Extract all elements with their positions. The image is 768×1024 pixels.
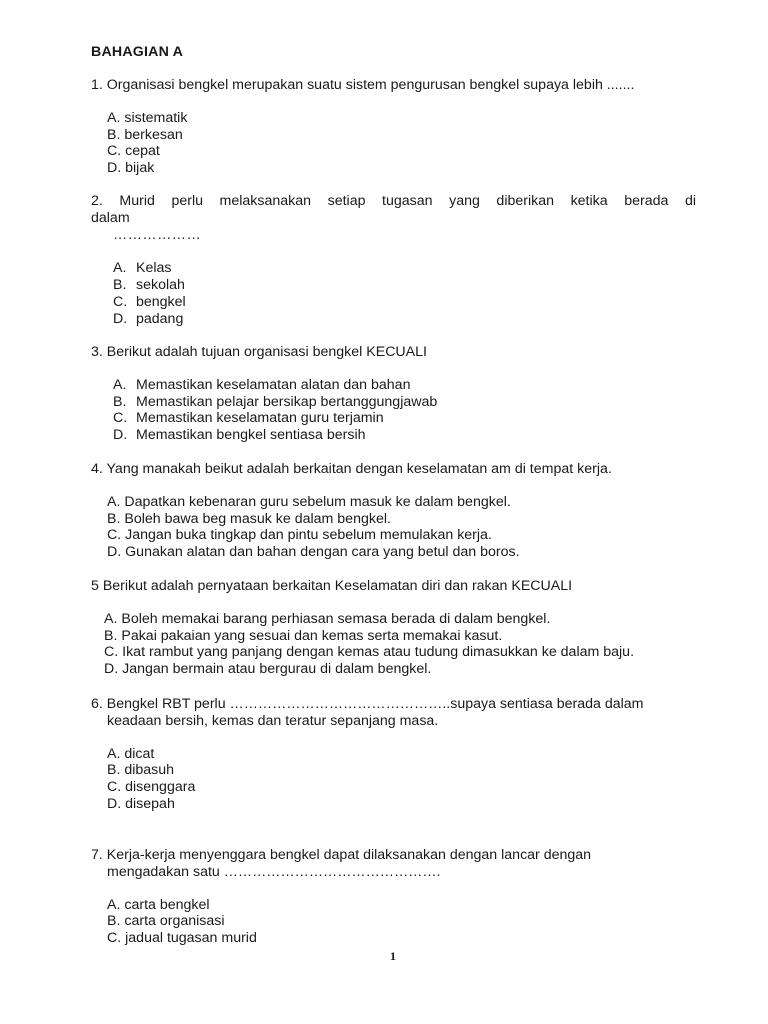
option-letter: A. bbox=[107, 896, 121, 913]
option-text: Jangan buka tingkap dan pintu sebelum memulakan kerja. bbox=[125, 527, 492, 544]
option-text: berkesan bbox=[124, 126, 183, 143]
option-letter: A. bbox=[107, 493, 121, 510]
option-letter: D. bbox=[107, 544, 122, 561]
option-b bbox=[91, 277, 696, 294]
question-stem: 2. Murid perlu melaksanakan setiap tugasan yang diberikan ketika berada di bbox=[91, 193, 696, 209]
option-letter: C. bbox=[107, 930, 122, 947]
option-text: carta bengkel bbox=[124, 896, 210, 913]
option-list bbox=[91, 897, 696, 947]
option-c bbox=[91, 143, 696, 160]
option-text: Gunakan alatan dan bahan dengan cara yang betul dan boros. bbox=[125, 544, 520, 561]
option-d bbox=[91, 311, 696, 328]
question-2 bbox=[91, 193, 696, 328]
question-stem-continued: mengadakan satu ………………………………………. bbox=[107, 863, 441, 880]
option-b bbox=[91, 394, 696, 411]
option-c bbox=[91, 410, 696, 427]
option-text: jadual tugasan murid bbox=[125, 930, 257, 947]
option-text: Boleh bawa beg masuk ke dalam bengkel. bbox=[124, 510, 391, 527]
option-text: dibasuh bbox=[124, 762, 175, 779]
question-5 bbox=[91, 578, 696, 678]
option-b bbox=[91, 762, 696, 779]
option-c bbox=[91, 527, 696, 544]
option-letter: A. bbox=[104, 610, 118, 627]
option-letter: D. bbox=[113, 427, 128, 444]
option-text: bijak bbox=[125, 160, 155, 177]
option-b bbox=[91, 628, 696, 645]
option-letter: B. bbox=[107, 126, 121, 143]
option-d bbox=[91, 544, 696, 561]
option-text: cepat bbox=[125, 143, 160, 160]
option-letter: B. bbox=[107, 762, 121, 779]
option-letter: B. bbox=[104, 627, 118, 644]
option-letter: B. bbox=[107, 913, 121, 930]
option-text: Jangan bermain atau bergurau di dalam bengkel. bbox=[122, 661, 432, 678]
option-letter: C. bbox=[113, 410, 128, 427]
option-letter: C. bbox=[107, 779, 122, 796]
option-list bbox=[91, 110, 696, 177]
option-text: Dapatkan kebenaran guru sebelum masuk ke dalam bengkel. bbox=[124, 493, 511, 510]
option-letter: A. bbox=[107, 745, 121, 762]
option-b bbox=[91, 511, 696, 528]
option-letter: B. bbox=[113, 277, 127, 294]
option-letter: D. bbox=[107, 160, 122, 177]
option-d bbox=[91, 796, 696, 813]
option-text: Memastikan pelajar bersikap bertanggungjawab bbox=[136, 393, 438, 410]
question-3 bbox=[91, 344, 696, 444]
option-d bbox=[91, 427, 696, 444]
question-7 bbox=[91, 847, 696, 947]
option-letter: A. bbox=[113, 376, 127, 393]
option-letter: C. bbox=[113, 293, 128, 310]
option-text: Boleh memakai barang perhiasan semasa berada di dalam bengkel. bbox=[121, 610, 551, 627]
option-text: bengkel bbox=[136, 293, 186, 310]
option-text: disepah bbox=[125, 795, 175, 812]
option-letter: C. bbox=[107, 527, 122, 544]
option-list bbox=[91, 377, 696, 444]
option-text: sekolah bbox=[136, 277, 185, 294]
section-title: BAHAGIAN A bbox=[91, 44, 184, 60]
option-c bbox=[91, 294, 696, 311]
option-d bbox=[91, 160, 696, 177]
option-a bbox=[91, 494, 696, 511]
option-letter: D. bbox=[113, 310, 128, 327]
option-c bbox=[91, 930, 696, 947]
option-text: padang bbox=[136, 310, 184, 327]
option-c bbox=[91, 779, 696, 796]
option-d bbox=[91, 661, 696, 678]
option-b bbox=[91, 127, 696, 144]
question-stem: 1. Organisasi bengkel merupakan suatu sistem pengurusan bengkel supaya lebih ....... bbox=[91, 77, 635, 93]
option-text: Memastikan keselamatan guru terjamin bbox=[136, 410, 384, 427]
question-stem: 6. Bengkel RBT perlu ………………………………………..supaya sentiasa berada dalam bbox=[91, 696, 644, 712]
option-c bbox=[91, 644, 696, 661]
option-list bbox=[91, 260, 696, 327]
option-text: Memastikan bengkel sentiasa bersih bbox=[136, 427, 366, 444]
option-letter: A. bbox=[107, 109, 121, 126]
option-letter: C. bbox=[107, 143, 122, 160]
question-4 bbox=[91, 461, 696, 561]
option-text: dicat bbox=[124, 745, 155, 762]
option-letter: B. bbox=[113, 393, 127, 410]
answer-blank: ……………… bbox=[113, 226, 202, 243]
option-letter: A. bbox=[113, 260, 127, 277]
option-a bbox=[91, 746, 696, 763]
option-list bbox=[91, 611, 696, 678]
option-list bbox=[91, 494, 696, 561]
option-letter: D. bbox=[104, 661, 119, 678]
option-text: Kelas bbox=[136, 260, 172, 277]
option-text: Pakai pakaian yang sesuai dan kemas serta memakai kasut. bbox=[121, 627, 503, 644]
question-stem-continued: keadaan bersih, kemas dan teratur sepanjang masa. bbox=[107, 712, 439, 729]
option-letter: C. bbox=[104, 644, 119, 661]
option-list bbox=[91, 746, 696, 813]
option-a bbox=[91, 110, 696, 127]
question-stem-continued: dalam bbox=[91, 209, 130, 226]
question-stem: 7. Kerja-kerja menyenggara bengkel dapat dilaksanakan dengan lancar dengan bbox=[91, 847, 592, 863]
option-text: sistematik bbox=[124, 109, 188, 126]
option-text: Memastikan keselamatan alatan dan bahan bbox=[136, 376, 411, 393]
question-1 bbox=[91, 77, 696, 177]
option-letter: B. bbox=[107, 510, 121, 527]
question-stem: 3. Berikut adalah tujuan organisasi bengkel KECUALI bbox=[91, 344, 427, 360]
option-text: Ikat rambut yang panjang dengan kemas atau tudung dimasukkan ke dalam baju. bbox=[122, 644, 635, 661]
option-a bbox=[91, 377, 696, 394]
question-6 bbox=[91, 696, 696, 813]
option-a bbox=[91, 611, 696, 628]
option-a bbox=[91, 260, 696, 277]
page-number: 1 bbox=[390, 949, 396, 963]
option-a bbox=[91, 897, 696, 914]
option-letter: D. bbox=[107, 795, 122, 812]
question-stem: 5 Berikut adalah pernyataan berkaitan Keselamatan diri dan rakan KECUALI bbox=[91, 578, 573, 594]
option-b bbox=[91, 913, 696, 930]
question-stem: 4. Yang manakah beikut adalah berkaitan dengan keselamatan am di tempat kerja. bbox=[91, 461, 612, 477]
option-text: disenggara bbox=[125, 779, 196, 796]
option-text: carta organisasi bbox=[124, 913, 225, 930]
